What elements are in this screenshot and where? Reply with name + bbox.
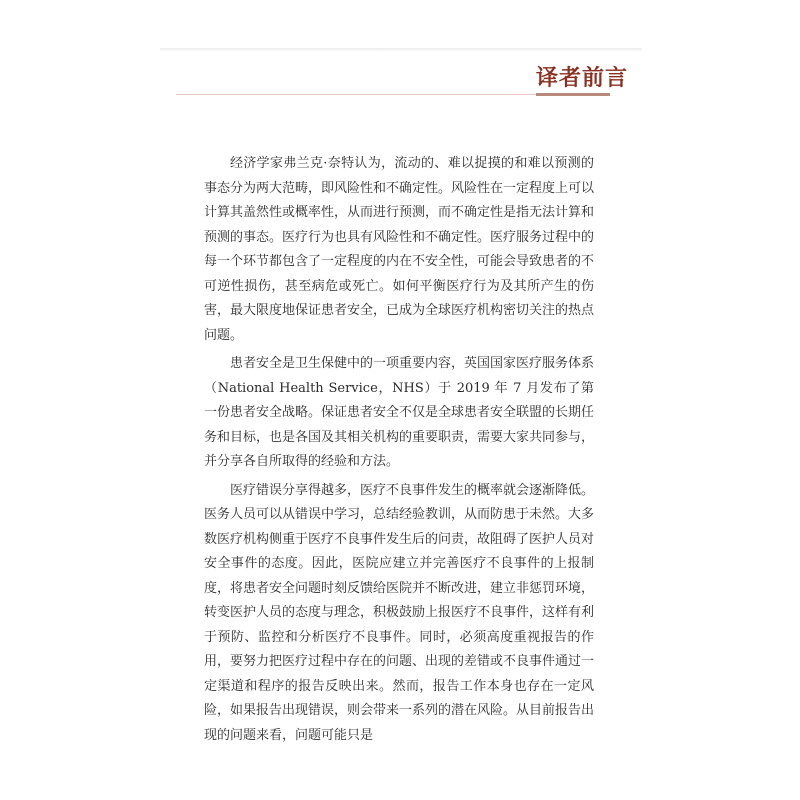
page-title: 译者前言 xyxy=(536,65,629,91)
paragraph-2: 患者安全是卫生保健中的一项重要内容，英国国家医疗服务体系（National Health Service，NHS）于 2019 年 7 月发布了第一份患者安全战略。保证患者安全不仅是全球患者安全联盟的长期任务和目标，也是各国及其相关机构的重要职责，需要大家共同参与，并分享各自所取得的经验和方法。 xyxy=(204,356,595,469)
top-edge-shadow xyxy=(160,48,642,52)
body-text xyxy=(204,152,594,752)
title-underline xyxy=(536,93,610,96)
paragraph-3: 医疗错误分享得越多，医疗不良事件发生的概率就会逐渐降低。医务人员可以从错误中学习，总结经验教训，从而防患于未然。大多数医疗机构侧重于医疗不良事件发生后的问责，故阻碍了医护人员对安全事件的态度。因此，医院应建立并完善医疗不良事件的上报制度，将患者安全问题时刻反馈给医院并不断改进，建立非惩罚环境，转变医护人员的态度与理念，积极鼓励上报医疗不良事件，这样有利于预防、监控和分析医疗不良事件。同时，必须高度重视报告的作用，要努力把医疗过程中存在的问题、出现的差错或不良事件通过一定渠道和程序的报告反映出来。然而，报告工作本身也存在一定风险，如果报告出现错误，则会带来一系列的潜在风险。从目前报告出现的问题来看，问题可能只是 xyxy=(204,482,595,743)
paragraph-1: 经济学家弗兰克·奈特认为，流动的、难以捉摸的和难以预测的事态分为两大范畴，即风险性和不确定性。风险性在一定程度上可以计算其盖然性或概率性，从而进行预测，而不确定性是指无法计算和预测的事态。医疗行为也具有风险性和不确定性。医疗服务过程中的每一个环节都包含了一定程度的内在不安全性，可能会导致患者的不可逆性损伤，甚至病危或死亡。如何平衡医疗行为及其所产生的伤害，最大限度地保证患者安全，已成为全球医疗机构密切关注的热点问题。 xyxy=(204,156,595,343)
